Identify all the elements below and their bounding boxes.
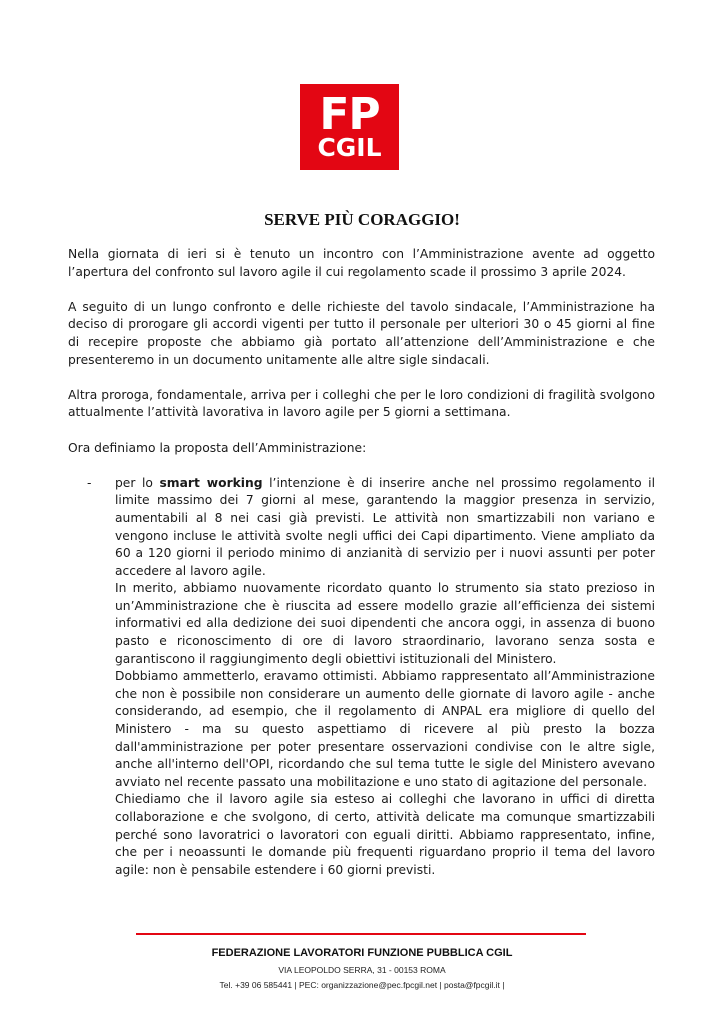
bullet-dash: -: [87, 475, 92, 490]
paragraph-fragile-colleagues: Altra proroga, fondamentale, arriva per i colleghi che per le loro condizioni di fragilità svolgono attualmente l’attività lavorativa in lavoro agile per 5 giorni a settimana.: [68, 387, 655, 420]
footer-organization: FEDERAZIONE LAVORATORI FUNZIONE PUBBLICA CGIL: [211, 947, 513, 959]
paragraph-extension: A seguito di un lungo confronto e delle richieste del tavolo sindacale, l’Amministrazione ha deciso di prorogare gli accordi vigenti per tutto il personale per ulteriori 30 o 45 giorni al fine di recepire proposte che abbiamo già portato all’attenzione dell’Amministrazione e che presenteremo in un documento unitamente alle altre sigle sindacali.: [68, 299, 655, 367]
footer-contact: Tel. +39 06 585441 | PEC: organizzazione@pec.fpcgil.net | posta@fpcgil.it |: [219, 980, 505, 990]
footer-address: VIA LEOPOLDO SERRA, 31 - 00153 ROMA: [278, 965, 446, 975]
document-body: [68, 246, 655, 879]
logo-fp-text: FP: [319, 89, 380, 140]
footer-divider: [136, 933, 586, 935]
fp-cgil-logo: [300, 84, 399, 170]
bullet-paragraph-4: Chiediamo che il lavoro agile sia esteso ai colleghi che lavorano in uffici di diretta collaborazione e che svolgono, di certo, attività delicate ma comunque smartizzabili perché sono lavoratrici o lavoratori con eguali diritti. Abbiamo rappresentato, infine, che per i neoassunti le domande più frequenti riguardano proprio il tema del lavoro agile: non è pensabile estendere i 60 giorni previsti.: [115, 792, 655, 877]
document-title: SERVE PIÙ CORAGGIO!: [264, 210, 460, 229]
bullet-rest: l’intenzione è di inserire anche nel prossimo regolamento il limite massimo dei 7 giorni al mese, garantendo la maggior presenza in servizio, aumentabili al 8 nei casi già previsti. Le attività non smartizzabili non variano e vengono incluse le attività svolte negli uffici dei Capi dipartimento. Viene ampliato da 60 a 120 giorni il periodo minimo di anzianità di servizio per i nuovi assunti per poter accedere al lavoro agile.: [115, 475, 655, 578]
bullet-paragraph-1: [115, 475, 655, 581]
bullet-smart-working: [68, 475, 655, 880]
bullet-paragraph-2: In merito, abbiamo nuovamente ricordato quanto lo strumento sia stato prezioso in un’Amministrazione che è riuscita ad essere modello grazie all’efficienza dei sistemi informativi ed alla dedizione dei suoi dipendenti che ancora oggi, in assenza di buono pasto e riconoscimento di ore di lavoro straordinario, lavorano senza sosta e garantiscono il raggiungimento degli obiettivi istituzionali del Ministero.: [115, 581, 655, 666]
bullet-bold-term: smart working: [159, 475, 263, 490]
bullet-lead: per lo: [115, 475, 160, 490]
paragraph-meeting: Nella giornata di ieri si è tenuto un incontro con l’Amministrazione avente ad oggetto l’apertura del confronto sul lavoro agile il cui regolamento scade il prossimo 3 aprile 2024.: [68, 247, 655, 279]
bullet-paragraph-3: Dobbiamo ammetterlo, eravamo ottimisti. Abbiamo rappresentato all’Amministrazione che non è possibile non considerare un aumento delle giornate di lavoro agile - anche considerando, ad esempio, che il regolamento di ANPAL era migliore di quello del Ministero - ma su questo aspettiamo di ricevere al più presto la bozza dall'amministrazione per poter presentare osservazioni condivise con le altre sigle, anche all'interno dell'OPI, ricordando che sul tema tutte le sigle del Ministero avevano avviato nel recente passato una mobilitazione e uno stato di agitazione del personale.: [115, 669, 655, 789]
logo-cgil-text: CGIL: [317, 133, 382, 162]
paragraph-proposal-intro: Ora definiamo la proposta dell’Amministrazione:: [68, 440, 367, 455]
